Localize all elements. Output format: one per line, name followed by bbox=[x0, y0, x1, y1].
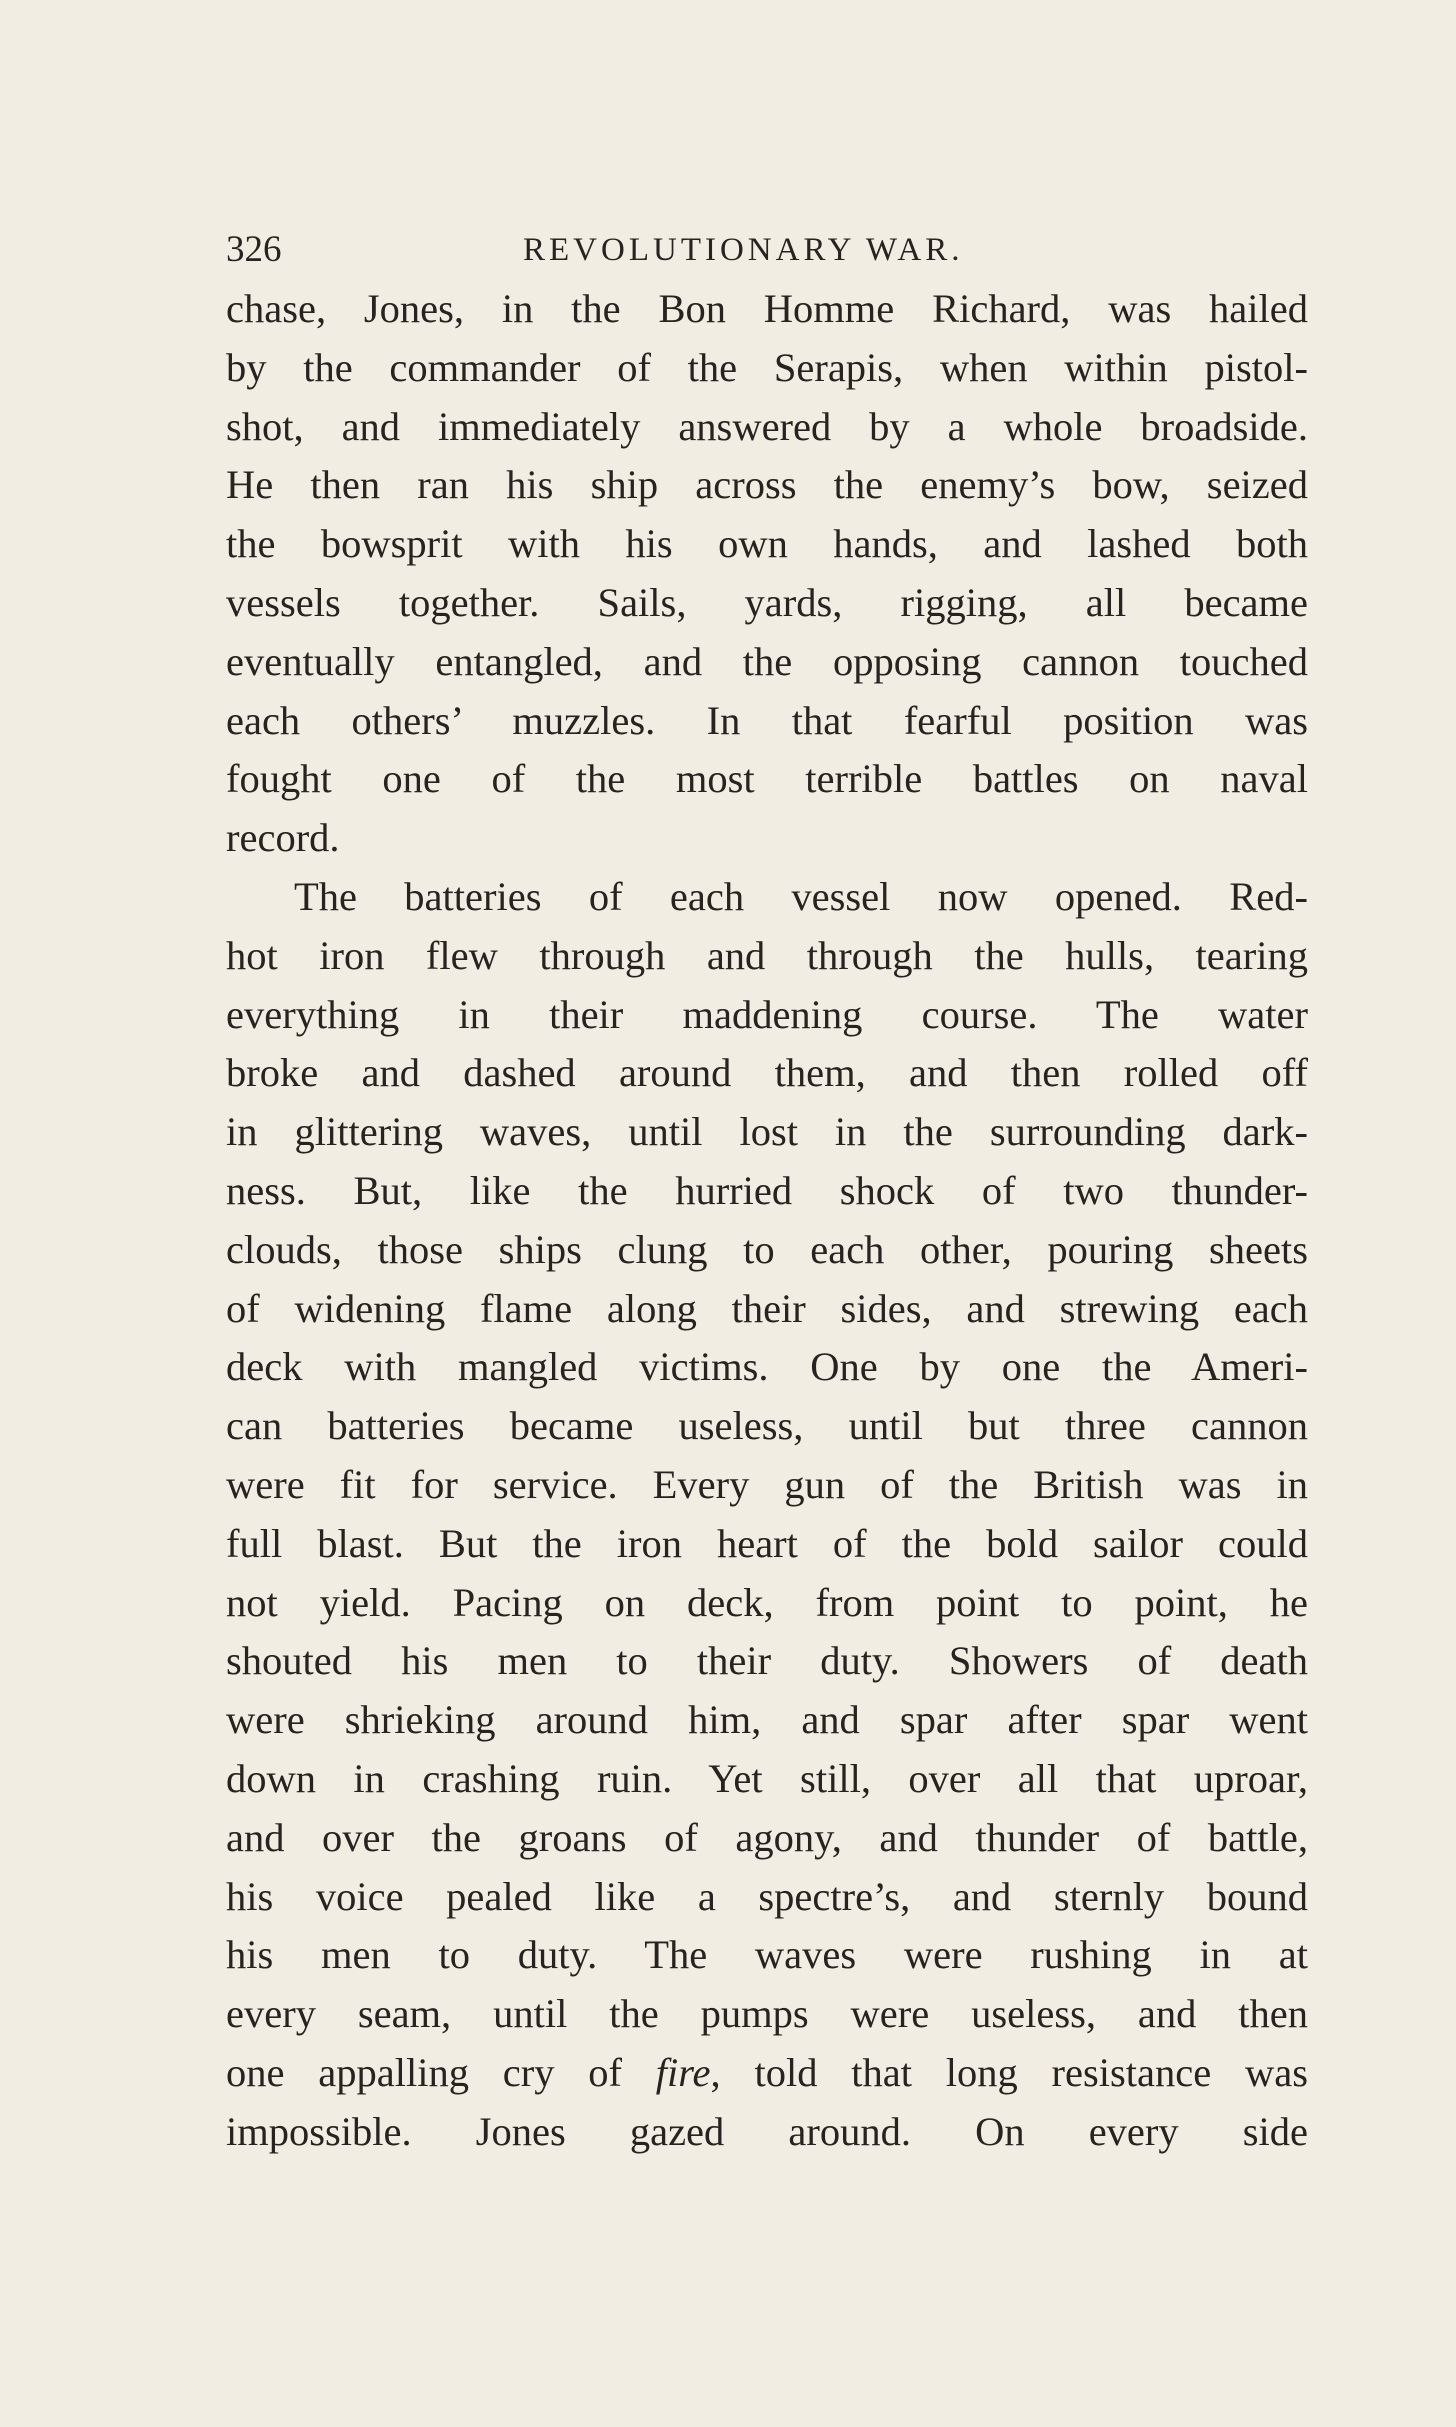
text-line: every seam, until the pumps were useless, and then bbox=[226, 1991, 1308, 2037]
text-line: chase, Jones, in the Bon Homme Richard, was hailed bbox=[226, 286, 1308, 331]
text-line: and over the groans of agony, and thunder of battle, bbox=[226, 1814, 1308, 1860]
text-line: down in crashing ruin. Yet still, over all that uproar, bbox=[226, 1755, 1308, 1801]
text-line: his men to duty. The waves were rushing in at bbox=[226, 1932, 1308, 1978]
body-text bbox=[226, 280, 1308, 2162]
text-segment: , told that long resistance was bbox=[710, 2049, 1309, 2095]
page-number: 326 bbox=[226, 229, 282, 270]
text-line: were fit for service. Every gun of the British was in bbox=[226, 1461, 1308, 1507]
running-title: REVOLUTIONARY WAR. bbox=[523, 232, 964, 268]
text-line: broke and dashed around them, and then rolled off bbox=[226, 1050, 1308, 1096]
text-line: not yield. Pacing on deck, from point to point, he bbox=[226, 1579, 1308, 1625]
text-line: of widening flame along their sides, and strewing each bbox=[226, 1285, 1308, 1331]
text-line: clouds, those ships clung to each other, pouring sheets bbox=[226, 1226, 1308, 1272]
text-line: each others’ muzzles. In that fearful position was bbox=[226, 697, 1308, 743]
text-line: everything in their maddening course. The water bbox=[226, 991, 1308, 1037]
text-line-with-italic bbox=[226, 2044, 1308, 2103]
text-line: fought one of the most terrible battles on naval bbox=[226, 756, 1308, 802]
text-line: the bowsprit with his own hands, and lashed both bbox=[226, 521, 1308, 567]
running-head bbox=[226, 220, 1308, 280]
text-line: full blast. But the iron heart of the bold sailor could bbox=[226, 1520, 1308, 1566]
text-line: by the commander of the Serapis, when within pistol- bbox=[226, 344, 1308, 390]
text-line: impossible. Jones gazed around. On every side bbox=[226, 2108, 1308, 2154]
text-line: shouted his men to their duty. Showers of death bbox=[226, 1638, 1308, 1684]
text-block bbox=[226, 220, 1308, 2162]
text-line: record. bbox=[226, 815, 340, 861]
text-line: eventually entangled, and the opposing cannon touched bbox=[226, 638, 1308, 684]
text-line: vessels together. Sails, yards, rigging, all became bbox=[226, 579, 1308, 625]
text-line: hot iron flew through and through the hulls, tearing bbox=[226, 932, 1308, 978]
text-line: ness. But, like the hurried shock of two thunder- bbox=[226, 1167, 1308, 1213]
italic-word: fire bbox=[655, 2049, 711, 2095]
text-line: shot, and immediately answered by a whole broadside. bbox=[226, 403, 1308, 449]
text-line: He then ran his ship across the enemy’s bow, seized bbox=[226, 462, 1308, 508]
text-line: his voice pealed like a spectre’s, and sternly bound bbox=[226, 1873, 1308, 1919]
text-line: in glittering waves, until lost in the surrounding dark- bbox=[226, 1109, 1308, 1155]
text-line: can batteries became useless, until but three cannon bbox=[226, 1403, 1308, 1449]
text-line: were shrieking around him, and spar after spar went bbox=[226, 1697, 1308, 1743]
text-line: deck with mangled victims. One by one the Ameri- bbox=[226, 1344, 1308, 1390]
text-segment: one appalling cry of bbox=[226, 2049, 656, 2095]
paragraph-start-line: The batteries of each vessel now opened. Red- bbox=[294, 873, 1308, 919]
